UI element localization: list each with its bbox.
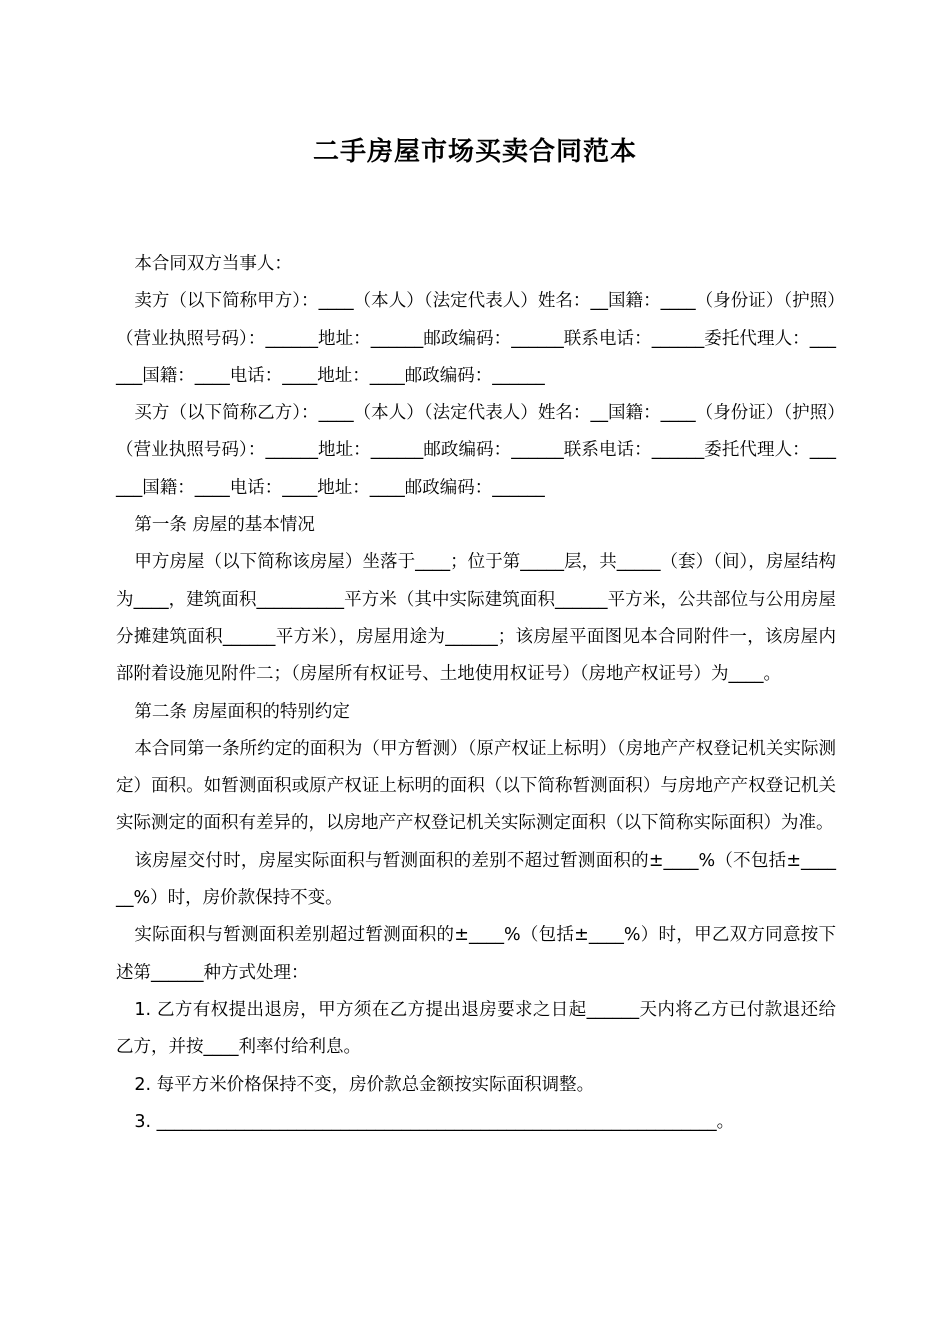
- document-title: 二手房屋市场买卖合同范本: [312, 137, 637, 167]
- paragraph-area-excess: 实际面积与暂测面积差别超过暂测面积的±____%（包括±____%）时，甲乙双方同意按下述第______种方式处理：: [116, 925, 836, 983]
- section-heading-2: 第二条 房屋面积的特别约定: [134, 701, 350, 722]
- paragraph-area-agreement: 本合同第一条所约定的面积为（甲方暂测）（原产权证上标明）（房地产产权登记机关实际测定）面积。如暂测面积或原产权证上标明的面积（以下简称暂测面积）与房地产产权登记机关实际测定的面积有差异的，以房地产产权登记机关实际测定面积（以下简称实际面积）为准。: [116, 738, 836, 834]
- list-item-3: 3. ________________________________________________________________。: [134, 1111, 735, 1132]
- list-item-1: 1. 乙方有权提出退房，甲方须在乙方提出退房要求之日起______天内将乙方已付款退还给乙方，并按____利率付给利息。: [116, 999, 836, 1058]
- list-item-2: 2. 每平方米价格保持不变，房价款总金额按实际面积调整。: [134, 1074, 595, 1095]
- paragraph-property-info: 甲方房屋（以下简称该房屋）坐落于____；位于第_____层，共_____（套）（间），房屋结构为____，建筑面积__________平方米（其中实际建筑面积______平方米，公共部位与公用房屋分摊建筑面积______平方米），房屋用途为______；该房屋平面图见本合同附件一，该房屋内部附着设施见附件二；（房屋所有权证号、土地使用权证号）（房地产权证号）为____。: [116, 552, 836, 685]
- paragraph-parties-intro: 本合同双方当事人：: [134, 254, 292, 274]
- section-heading-1: 第一条 房屋的基本情况: [134, 515, 315, 536]
- paragraph-buyer: 买方（以下简称乙方）：____（本人）（法定代表人）姓名：__国籍：____（身份证）（护照）（营业执照号码）：______地址：______邮政编码：______联系电话：______委托代理人：______国籍：____电话：____地址：____邮政编码：______: [116, 403, 836, 498]
- paragraph-area-tolerance: 该房屋交付时，房屋实际面积与暂测面积的差别不超过暂测面积的±____%（不包括±______%）时，房价款保持不变。: [116, 850, 836, 909]
- document-body: [116, 246, 836, 1141]
- paragraph-seller: 卖方（以下简称甲方）：____（本人）（法定代表人）姓名：__国籍：____（身份证）（护照）（营业执照号码）：______地址：______邮政编码：______联系电话：______委托代理人：______国籍：____电话：____地址：____邮政编码：______: [116, 291, 836, 386]
